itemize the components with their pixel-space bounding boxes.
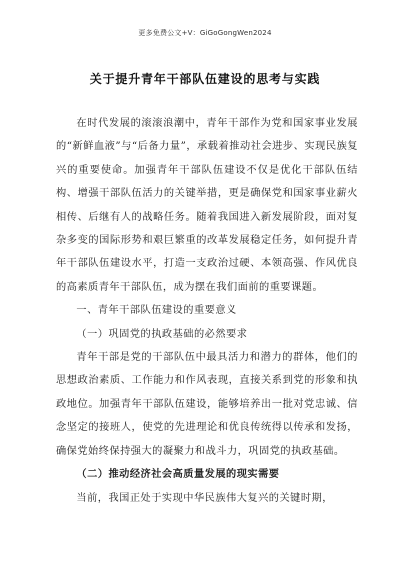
header-note: 更多免费公文+V：GiGoGongWen2024 (138, 29, 272, 37)
subsection-heading: （二）推动经济社会高质量发展的现实需要 (76, 468, 280, 481)
section-heading: 一、青年干部队伍建设的重要意义 (76, 305, 237, 317)
subsection-paragraph: 当前，我国正处于实现中华民族伟大复兴的关键时期， (76, 492, 333, 504)
intro-paragraph: 在时代发展的滚滚浪潮中，青年干部作为党和国家事业发展的“新鲜血液”与“后备力量”，承载着推动社会进步、实现民族复兴的重要使命。加强青年干部队伍建设不仅是优化干部队伍结构、增强干部队伍活力的关键举措，更是确保党和国家事业薪火相传、后继有人的战略任务。随着我国进入新发展阶段，面对复杂多变的国际形势和艰巨繁重的改革发展稳定任务，如何提升青年干部队伍建设水平，打造一支政治过硬、本领高强、作风优良的高素质青年干部队伍，成为摆在我们面前的重要课题。 (56, 118, 358, 293)
document-title: 关于提升青年干部队伍建设的思考与实践 (89, 72, 321, 86)
subsection-heading: （一）巩固党的执政基础的必然要求 (76, 328, 248, 340)
subsection-paragraph: 青年干部是党的干部队伍中最具活力和潜力的群体，他们的思想政治素质、工作能力和作风表现，直接关系到党的形象和执政地位。加强青年干部队伍建设，能够培养出一批对党忠诚、信念坚定的接班人，使党的先进理论和优良传统得以传承和发扬，确保党始终保持强大的凝聚力和战斗力，巩固党的执政基础。 (56, 352, 358, 457)
document-body (56, 112, 358, 510)
